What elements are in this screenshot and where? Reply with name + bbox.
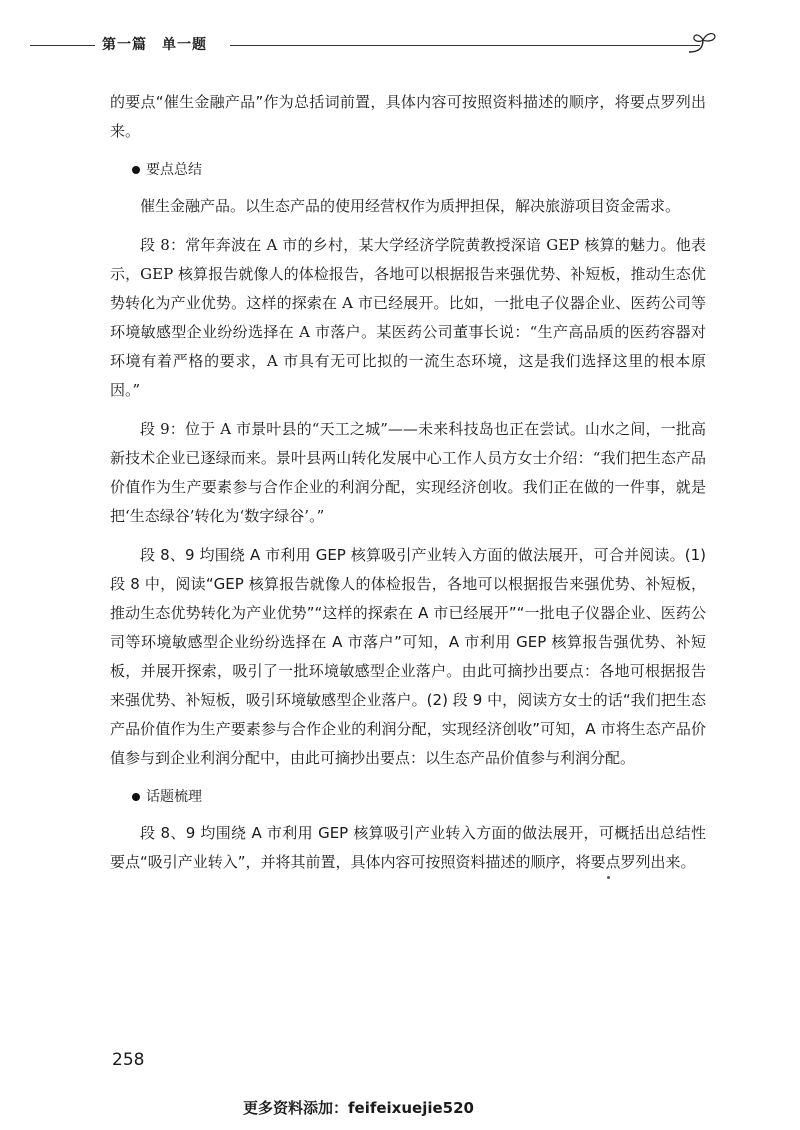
paragraph-section-8: 段 8：常年奔波在 A 市的乡村，某大学经济学院黄教授深谙 GEP 核算的魅力。他表示，GEP 核算报告就像人的体检报告，各地可以根据报告来强优势、补短板，推动生态优势转化为产业优势。这样的探索在 A 市已经展开。比如，一批电子仪器企业、医药公司等环境敏感型企业纷纷选择在 A 市落户。某医药公司董事长说：“生产高品质的医药容器对环境有着严格的要求，A 市具有无可比拟的一流生态环境，这是我们选择这里的根本原因。” <box>110 236 706 399</box>
section-heading-summary <box>110 156 706 184</box>
footer-note: 更多资料添加：feifeixuejie520 <box>243 1099 474 1117</box>
page-body <box>110 88 706 887</box>
page-number: 258 <box>112 1050 145 1070</box>
section-heading-topic <box>110 783 706 811</box>
scan-speck <box>607 876 610 879</box>
heading-label: 要点总结 <box>146 162 202 178</box>
header-rule-left <box>30 45 95 46</box>
bullet-icon <box>132 166 140 174</box>
paragraph-summary: 催生金融产品。以生态产品的使用经营权作为质押担保，解决旅游项目资金需求。 <box>140 197 681 215</box>
header-rule-right <box>230 45 700 46</box>
bullet-icon <box>132 793 140 801</box>
paragraph-section-9: 段 9：位于 A 市景叶县的“天工之城”——未来科技岛也正在尝试。山水之间，一批高新技术企业已逐绿而来。景叶县两山转化发展中心工作人员方女士介绍：“我们把生态产品价值作为生产要素参与合作企业的利润分配，实现经济创收。我们正在做的一件事，就是把‘生态绿谷’转化为‘数字绿谷’。” <box>110 420 706 525</box>
sprout-icon <box>685 30 719 54</box>
paragraph-intro: 的要点“催生金融产品”作为总括词前置，具体内容可按照资料描述的顺序，将要点罗列出来。 <box>110 93 706 140</box>
heading-label: 话题梳理 <box>146 789 202 805</box>
chapter-title: 第一篇 单一题 <box>102 37 207 53</box>
running-header <box>30 30 720 60</box>
paragraph-topic: 段 8、9 均围绕 A 市利用 GEP 核算吸引产业转入方面的做法展开，可概括出总结性要点“吸引产业转入”，并将其前置，具体内容可按照资料描述的顺序，将要点罗列出来。 <box>110 824 706 871</box>
paragraph-analysis: 段 8、9 均围绕 A 市利用 GEP 核算吸引产业转入方面的做法展开，可合并阅读。(1) 段 8 中，阅读“GEP 核算报告就像人的体检报告，各地可以根据报告来强优势、补短板，推动生态优势转化为产业优势”“这样的探索在 A 市已经展开”“一批电子仪器企业、医药公司等环境敏感型企业纷纷选择在 A 市落户”可知，A 市利用 GEP 核算报告强优势、补短板，并展开探索，吸引了一批环境敏感型企业落户。由此可摘抄出要点：各地可根据报告来强优势、补短板，吸引环境敏感型企业落户。(2) 段 9 中，阅读方女士的话“我们把生态产品价值作为生产要素参与合作企业的利润分配，实现经济创收”可知，A 市将生态产品价值参与到企业利润分配中，由此可摘抄出要点：以生态产品价值参与利润分配。 <box>110 546 706 767</box>
